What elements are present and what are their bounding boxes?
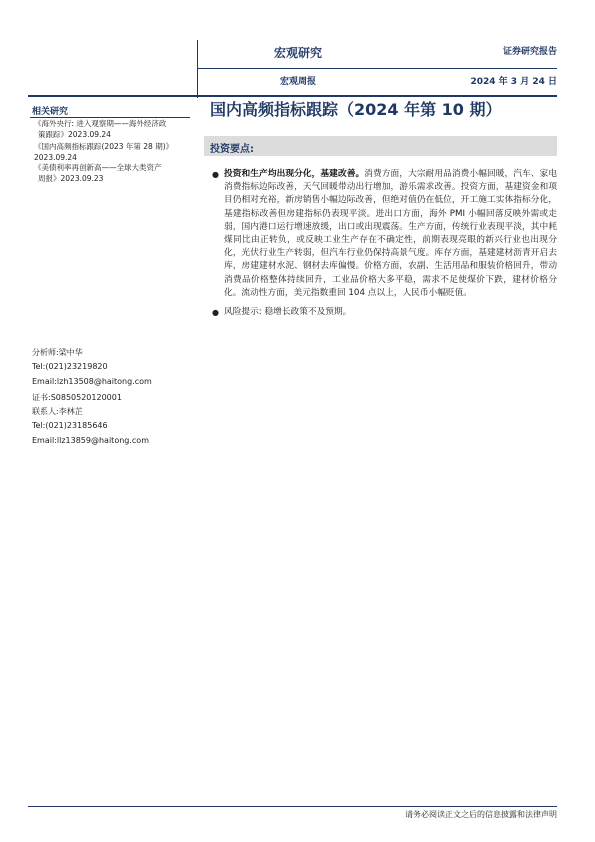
report-type: 证券研究报告 bbox=[502, 47, 557, 57]
related-item-line: 周报》2023.09.23 bbox=[38, 174, 104, 183]
related-item-line: 《国内高频指标跟踪(2023 年第 28 期)》 bbox=[34, 142, 174, 151]
key-point-item bbox=[212, 306, 557, 319]
page-title: 国内高频指标跟踪（2024 年第 10 期） bbox=[210, 100, 502, 119]
contact-name: 联系人:李林芷 bbox=[32, 407, 83, 416]
related-item-1[interactable] bbox=[34, 118, 194, 140]
related-item-line: 2023.09.24 bbox=[34, 153, 77, 162]
report-category: 宏观研究 bbox=[273, 46, 322, 60]
key-point-bold: 投资和生产均出现分化，基建改善。 bbox=[224, 169, 365, 179]
related-item-2[interactable] bbox=[34, 141, 194, 163]
report-date: 2024 年 3 月 24 日 bbox=[470, 77, 557, 87]
related-item-line: 策跟踪》2023.09.24 bbox=[38, 130, 111, 139]
report-subcategory: 宏观周报 bbox=[279, 77, 316, 87]
related-item-line: 《美债利率再创新高——全球大类资产 bbox=[34, 163, 162, 172]
analyst-tel: Tel:(021)23219820 bbox=[32, 362, 108, 371]
risk-warning-text: 风险提示: 稳增长政策不及预期。 bbox=[224, 307, 352, 318]
key-point-item bbox=[212, 168, 557, 300]
key-point-text: 消费方面，大宗耐用品消费小幅回暖，汽车、家电消费指标边际改善，天气回暖带动出行增加，游乐需求改善。投资方面，基建资金和项目仍相对充裕，新房销售小幅边际改善，但绝对值仍在低位，开工施工实体指标分化，基建指标改善但房建指标仍表现平淡。进出口方面，海外 PMI 小幅回落反映外需或走弱，国内港口运行增速放缓，出口或出现震荡。生产方面，传统行业表现平淡，其中耗煤同比由正转负，或反映工业生产存在不确定性，前期表现亮眼的新兴行业也出现分化，光伏行业生产转弱，但汽车行业仍保持高景气度。库存方面，基建建材沥青开启去库，房建建材水泥、钢材去库偏慢。价格方面，农副、生活用品和服装价格回升，带动消费品价格整体持续回升，工业品价格大多平稳，需求不足使煤价下跌，建材价格分化。流动性方面，美元指数重回 104 点以上，人民币小幅贬值。 bbox=[224, 169, 558, 298]
related-research-title: 相关研究 bbox=[32, 107, 69, 117]
bullet-icon: ● bbox=[212, 170, 219, 179]
key-points bbox=[212, 168, 557, 325]
bullet-icon: ● bbox=[212, 308, 219, 318]
contact-tel: Tel:(021)23185646 bbox=[32, 421, 108, 430]
footer-disclaimer: 请务必阅读正文之后的信息披露和法律声明 bbox=[405, 810, 557, 819]
analyst-certificate: 证书:S0850520120001 bbox=[32, 393, 122, 402]
related-item-3[interactable] bbox=[34, 162, 194, 184]
footer-rule bbox=[28, 806, 557, 807]
header-rule bbox=[198, 68, 557, 69]
section-label: 投资要点: bbox=[210, 144, 254, 155]
analyst-name: 分析师:梁中华 bbox=[32, 348, 83, 357]
contact-email[interactable]: Email:llz13859@haitong.com bbox=[32, 436, 149, 445]
analyst-email[interactable]: Email:lzh13508@haitong.com bbox=[32, 377, 152, 386]
section-bar bbox=[204, 136, 557, 156]
related-item-line: 《海外央行: 进入观察期——海外经济政 bbox=[34, 119, 167, 128]
